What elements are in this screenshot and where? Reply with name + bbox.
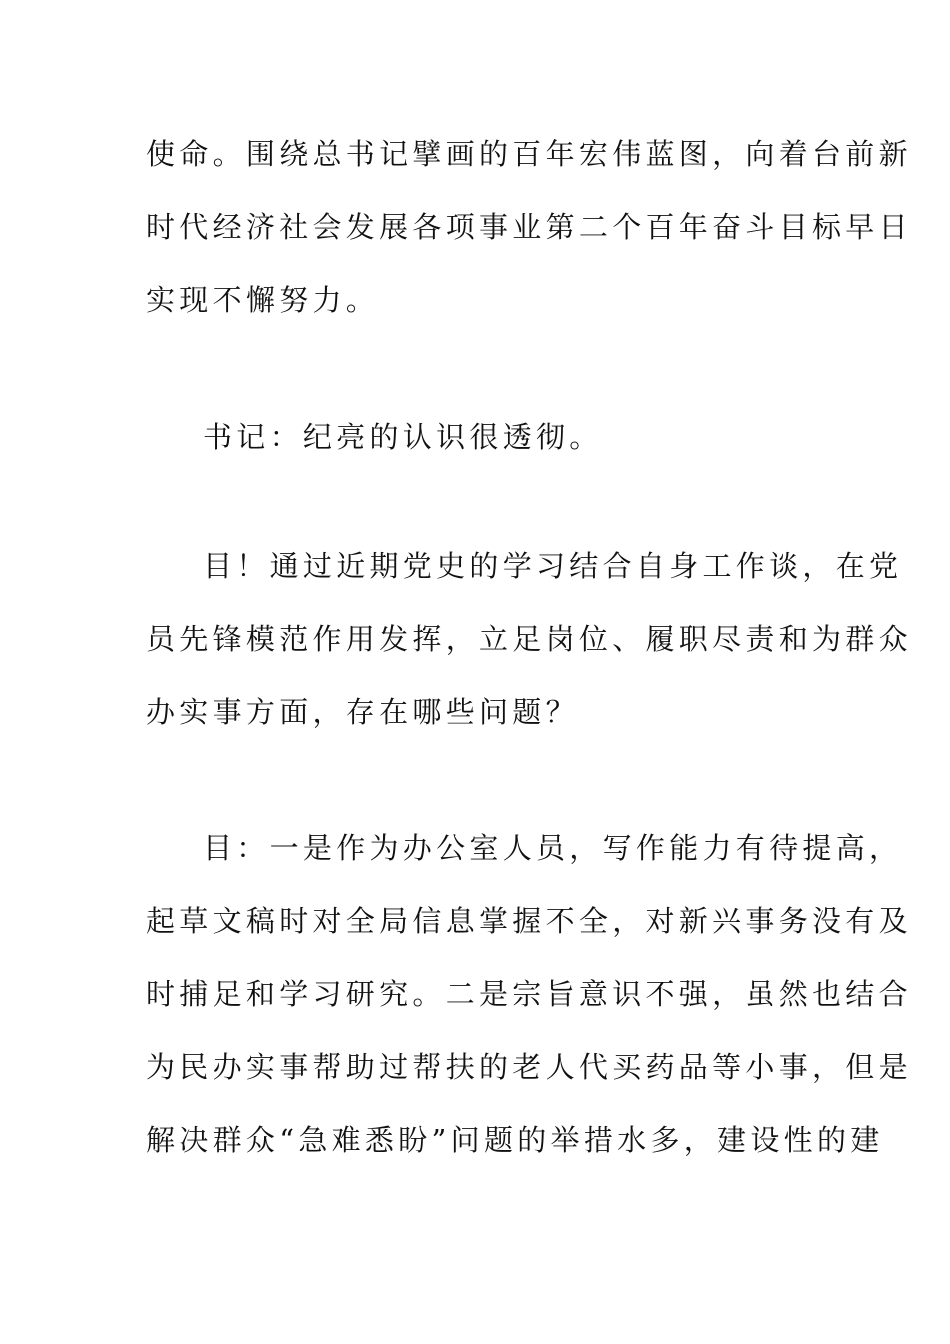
text-line: 起草文稿时对全局信息掌握不全，对新兴事务没有及 bbox=[146, 904, 912, 938]
text-line: 办实事方面，存在哪些问题？ bbox=[146, 695, 579, 729]
text-line: 员先锋模范作用发挥，立足岗位、履职尽责和为群众 bbox=[146, 622, 912, 656]
text-line: 为民办实事帮助过帮扶的老人代买药品等小事，但是 bbox=[146, 1050, 912, 1084]
text-line: 使命。围绕总书记擘画的百年宏伟蓝图，向着台前新 bbox=[146, 137, 912, 171]
text-line: 目！通过近期党史的学习结合自身工作谈，在党 bbox=[203, 549, 903, 583]
text-line: 实现不懈努力。 bbox=[146, 283, 380, 317]
text-line: 时代经济社会发展各项事业第二个百年奋斗目标早日 bbox=[146, 210, 912, 244]
text-line: 书记：纪亮的认识很透彻。 bbox=[203, 420, 603, 454]
text-line: 时捕足和学习研究。二是宗旨意识不强，虽然也结合 bbox=[146, 977, 912, 1011]
text-line: 目：一是作为办公室人员，写作能力有待提高， bbox=[203, 831, 903, 865]
text-line: 解决群众“急难悉盼”问题的举措水多，建设性的建 bbox=[146, 1123, 884, 1157]
